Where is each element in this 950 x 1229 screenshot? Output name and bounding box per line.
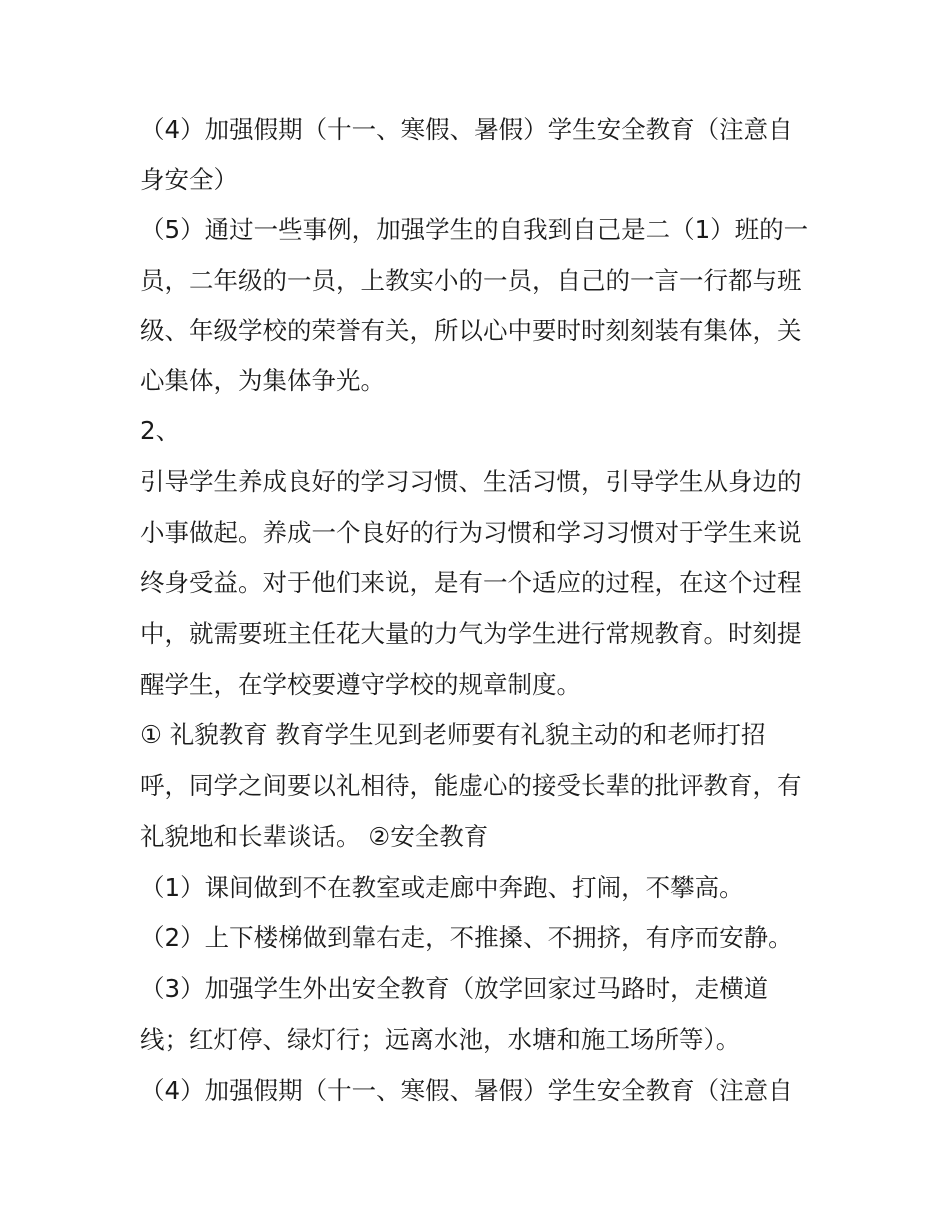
- text-line: 醒学生，在学校要遵守学校的规章制度。: [140, 670, 581, 699]
- text-line: 引导学生养成良好的学习习惯、生活习惯，引导学生从身边的: [140, 467, 802, 496]
- text-line: （2）上下楼梯做到靠右走，不推搡、不拥挤，有序而安静。: [140, 923, 793, 952]
- text-line: （1）课间做到不在教室或走廊中奔跑、打闹，不攀高。: [140, 873, 744, 902]
- text-line: （3）加强学生外出安全教育（放学回家过马路时，走横道: [140, 974, 769, 1003]
- text-line: 身安全）: [140, 165, 238, 194]
- text-line: 礼貌地和长辈谈话。 ②安全教育: [140, 822, 489, 851]
- text-line: ① 礼貌教育 教育学生见到老师要有礼貌主动的和老师打招: [140, 720, 766, 749]
- text-line: 呼，同学之间要以礼相待，能虚心的接受长辈的批评教育，有: [140, 771, 802, 800]
- text-line: （4）加强假期（十一、寒假、暑假）学生安全教育（注意自: [140, 1076, 793, 1105]
- text-line: （5）通过一些事例，加强学生的自我到自己是二（1）班的一: [140, 215, 809, 244]
- text-line: 线；红灯停、绿灯行；远离水池，水塘和施工场所等）。: [140, 1025, 741, 1054]
- text-line: （4）加强假期（十一、寒假、暑假）学生安全教育（注意自: [140, 115, 793, 144]
- text-line: 级、年级学校的荣誉有关，所以心中要时时刻刻装有集体，关: [140, 316, 802, 345]
- text-line: 小事做起。养成一个良好的行为习惯和学习习惯对于学生来说: [140, 518, 802, 547]
- text-line: 中，就需要班主任花大量的力气为学生进行常规教育。时刻提: [140, 619, 802, 648]
- section-number: 2、: [140, 416, 181, 445]
- text-line: 心集体，为集体争光。: [140, 366, 385, 395]
- text-line: 终身受益。对于他们来说，是有一个适应的过程，在这个过程: [140, 568, 802, 597]
- text-line: 员，二年级的一员，上教实小的一员，自己的一言一行都与班: [140, 266, 802, 295]
